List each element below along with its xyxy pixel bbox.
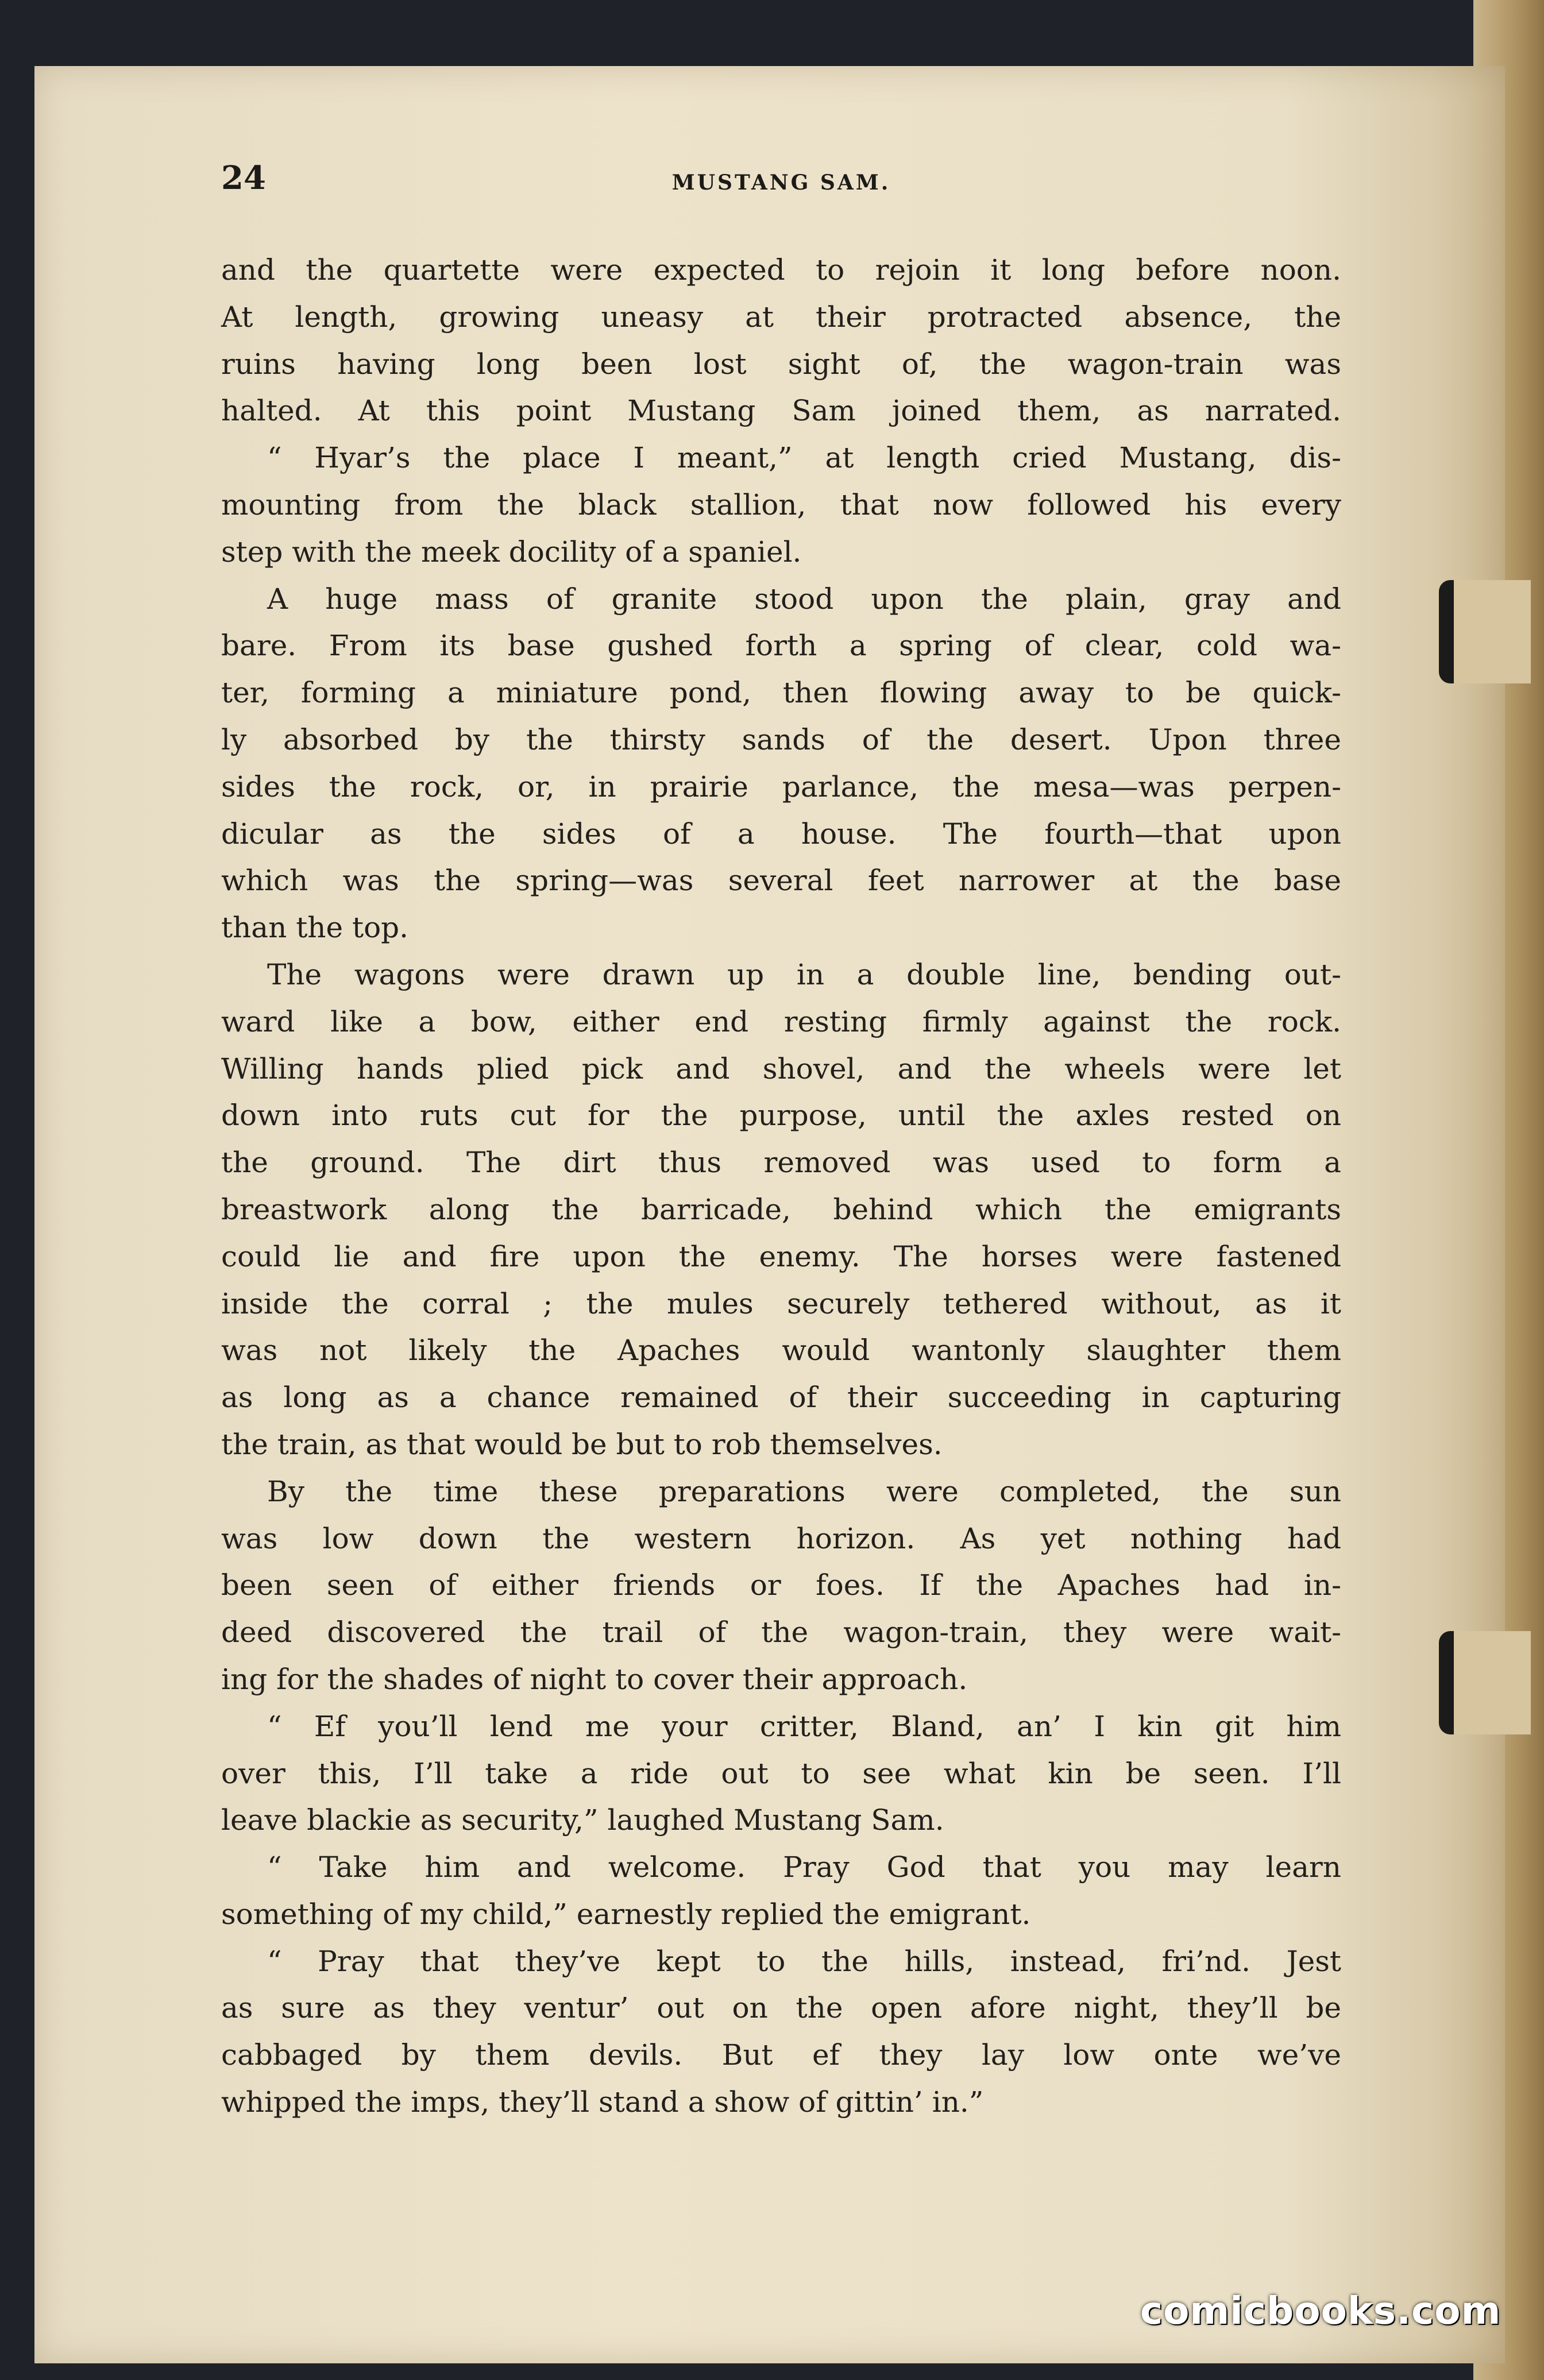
text-line: halted. At this point Mustang Sam joined them, as narrated. <box>221 394 1341 428</box>
text-line: “ Take him and welcome. Pray God that you may learn <box>267 1850 1341 1884</box>
running-head: MUSTANG SAM. <box>671 171 891 195</box>
text-line: breastwork along the barricade, behind which the emigrants <box>221 1192 1341 1226</box>
text-line: could lie and fire upon the enemy. The horses were fastened <box>221 1239 1341 1273</box>
text-line: A huge mass of granite stood upon the plain, gray and <box>267 582 1341 616</box>
page-tab-lower <box>1439 1631 1531 1734</box>
text-line: sides the rock, or, in prairie parlance, the mesa—was perpen- <box>221 770 1341 803</box>
text-line: been seen of either friends or foes. If the Apaches had in- <box>221 1568 1341 1602</box>
text-line: the ground. The dirt thus removed was used to form a <box>221 1146 1341 1180</box>
text-line: whipped the imps, they’ll stand a show of gittin’ in.” <box>221 2085 984 2119</box>
text-line: “ Pray that they’ve kept to the hills, instead, fri’nd. Jest <box>267 1944 1341 1978</box>
text-line: By the time these preparations were completed, the sun <box>267 1474 1341 1508</box>
text-line: “ Hyar’s the place I meant,” at length cried Mustang, dis- <box>267 441 1341 475</box>
text-line: Willing hands plied pick and shovel, and the wheels were let <box>221 1052 1341 1085</box>
text-line: The wagons were drawn up in a double line, bending out- <box>267 957 1341 991</box>
text-line: bare. From its base gushed forth a spring of clear, cold wa- <box>221 629 1341 663</box>
text-line: “ Ef you’ll lend me your critter, Bland, an’ I kin git him <box>267 1709 1341 1743</box>
text-line: deed discovered the trail of the wagon-train, they were wait- <box>221 1616 1341 1649</box>
text-line: the train, as that would be but to rob themselves. <box>221 1427 943 1461</box>
text-line: as long as a chance remained of their succeeding in capturing <box>221 1381 1341 1415</box>
text-line: ing for the shades of night to cover their approach. <box>221 1662 968 1696</box>
text-line: which was the spring—was several feet narrower at the base <box>221 864 1341 898</box>
text-line: mounting from the black stallion, that now followed his every <box>221 488 1341 521</box>
text-line: over this, I’ll take a ride out to see what kin be seen. I’ll <box>221 1756 1341 1790</box>
body-text <box>221 247 1341 2126</box>
text-line: ter, forming a miniature pond, then flowing away to be quick- <box>221 676 1341 710</box>
text-line: step with the meek docility of a spaniel. <box>221 535 802 569</box>
text-line: inside the corral ; the mules securely tethered without, as it <box>221 1286 1341 1320</box>
text-line: something of my child,” earnestly replied the emigrant. <box>221 1897 1031 1931</box>
text-line: was low down the western horizon. As yet nothing had <box>221 1521 1341 1555</box>
text-line: ruins having long been lost sight of, the wagon-train was <box>221 347 1341 381</box>
text-line: dicular as the sides of a house. The fourth—that upon <box>221 817 1341 851</box>
text-line: and the quartette were expected to rejoin it long before noon. <box>221 253 1341 287</box>
text-line: leave blackie as security,” laughed Mustang Sam. <box>221 1803 944 1837</box>
text-line: ward like a bow, either end resting firmly against the rock. <box>221 1004 1341 1038</box>
text-line: than the top. <box>221 911 409 945</box>
page-tab-upper <box>1439 580 1531 683</box>
page-header <box>221 155 1341 201</box>
page-number: 24 <box>221 159 266 197</box>
text-line: down into ruts cut for the purpose, until the axles rested on <box>221 1099 1341 1133</box>
text-line: as sure as they ventur’ out on the open afore night, they’ll be <box>221 1991 1341 2025</box>
text-line: ly absorbed by the thirsty sands of the desert. Upon three <box>221 722 1341 756</box>
text-line: was not likely the Apaches would wantonly slaughter them <box>221 1334 1341 1367</box>
site-watermark: comicbooks.com <box>1140 2289 1501 2333</box>
text-line: cabbaged by them devils. But ef they lay low onte we’ve <box>221 2038 1341 2072</box>
text-line: At length, growing uneasy at their protracted absence, the <box>221 300 1341 334</box>
